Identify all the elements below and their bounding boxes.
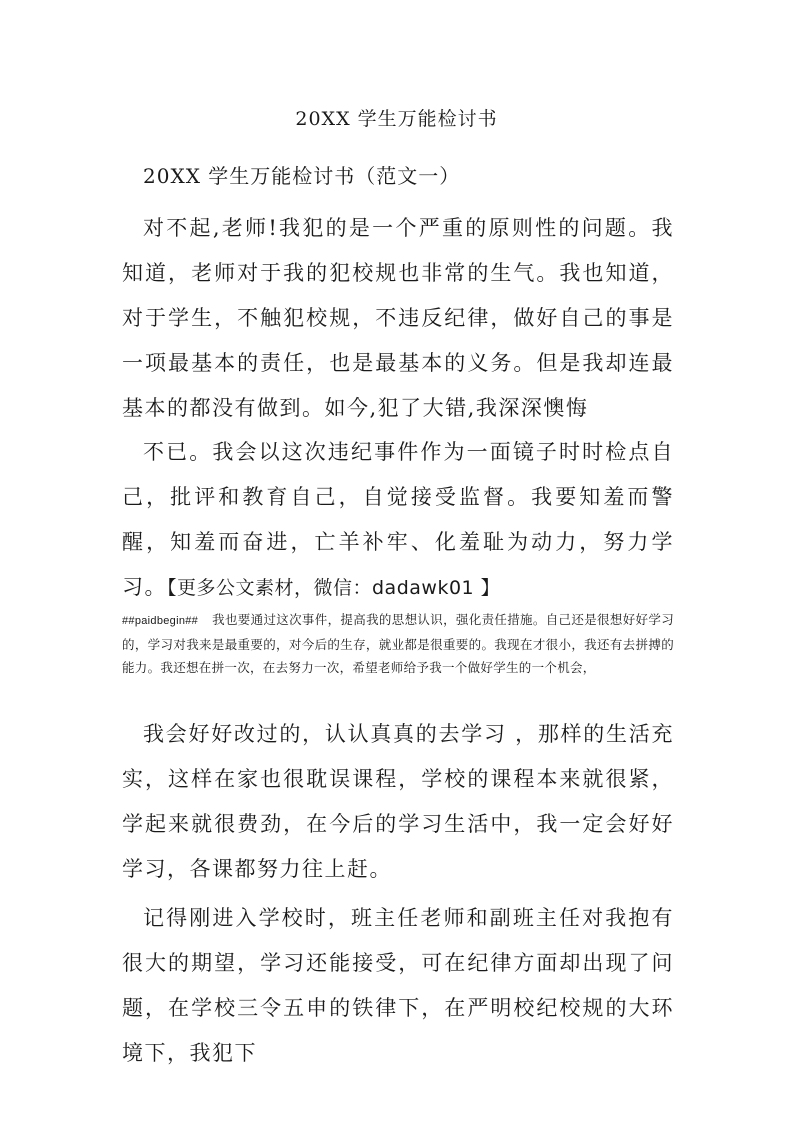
paragraph-2-text: 不已。我会以这次违纪事件作为一面镜子时时检点自己，批评和教育自己，自觉接受监督。我要知羞而警醒，知羞而奋进，亡羊补牢、化羞耻为动力，努力学习。 [122, 440, 674, 599]
document-title: 20XX 学生万能检讨书 [295, 108, 498, 130]
paragraph-2 [122, 430, 674, 611]
paid-paragraph [122, 608, 674, 679]
paragraph-5: 记得刚进入学校时，班主任老师和副班主任对我抱有很大的期望，学习还能接受，可在纪律方面却出现了问题，在学校三令五申的铁律下，在严明校纪校规的大环境下，我犯下 [122, 906, 674, 1065]
document-subtitle: 20XX 学生万能检讨书（范文一） [143, 164, 461, 188]
more-materials-note: 【更多公文素材，微信：dadawk01 】 [167, 577, 501, 599]
paragraph-1: 对不起,老师!我犯的是一个严重的原则性的问题。我知道，老师对于我的犯校规也非常的生气。我也知道，对于学生，不触犯校规，不违反纪律，做好自己的事是一项最基本的责任，也是最基本的义务。但是我却连最基本的都没有做到。如今,犯了大错,我深深懊悔 [122, 216, 674, 420]
paragraph-3-text: 我也要通过这次事件，提高我的思想认识，强化责任措施。自己还是很想好好学习的，学习对我来是最重要的，对今后的生存，就业都是很重要的。我现在才很小，我还有去拼搏的能力。我还想在拼一次，在去努力一次，希望老师给予我一个做好学生的一个机会， [122, 612, 674, 675]
paragraph-4: 我会好好改过的，认认真真的去学习 ，那样的生活充实，这样在家也很耽误课程，学校的课程本来就很紧，学起来就很费劲，在今后的学习生活中，我一定会好好学习，各课都努力往上赶。 [122, 722, 674, 881]
paid-begin-tag: ##paidbegin## [122, 615, 199, 627]
